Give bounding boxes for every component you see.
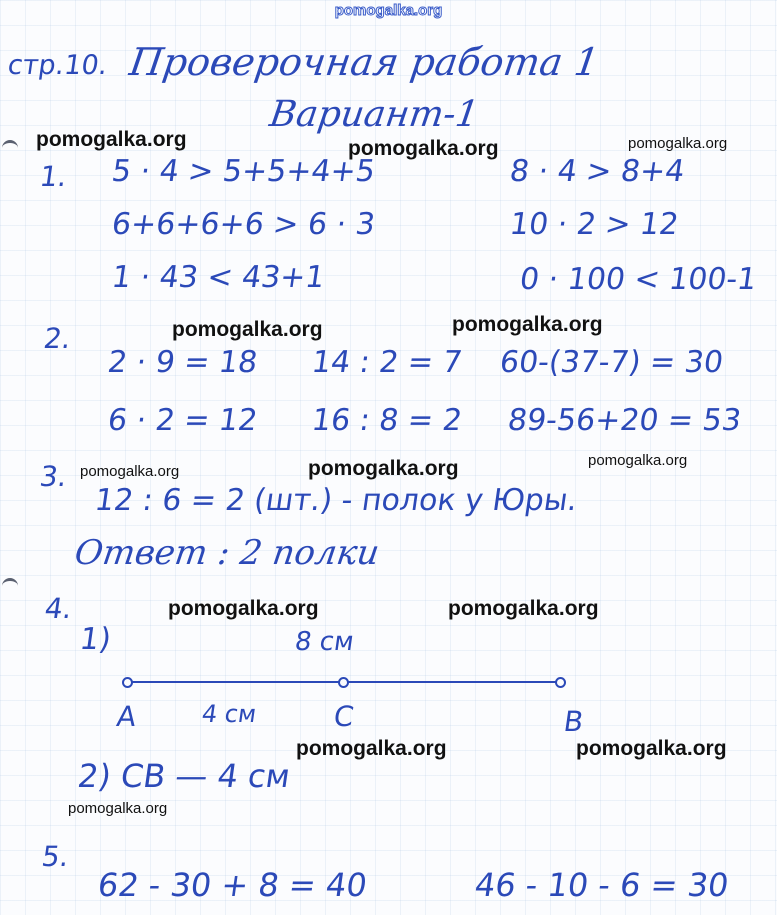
binder-hole-mark-bottom <box>2 578 18 589</box>
point-c-label: C <box>331 700 356 733</box>
task1-line-1: 5 · 4 > 5+5+4+5 <box>109 154 378 189</box>
task2-line-1: 2 · 9 = 18 <box>105 345 260 380</box>
task1-number: 1. <box>37 160 70 193</box>
task1-line-2: 8 · 4 > 8+4 <box>507 154 687 189</box>
watermark: pomogalka.org <box>348 137 499 160</box>
watermark: pomogalka.org <box>296 737 447 760</box>
watermark: pomogalka.org <box>628 135 728 152</box>
point-b-marker <box>555 677 566 688</box>
watermark: pomogalka.org <box>172 318 323 341</box>
watermark: pomogalka.org <box>452 313 603 336</box>
watermark: pomogalka.org <box>168 597 319 620</box>
watermark: pomogalka.org <box>576 737 727 760</box>
task3-number: 3. <box>37 460 70 493</box>
task2-line-4: 6 · 2 = 12 <box>105 403 260 438</box>
task2-line-2: 14 : 2 = 7 <box>309 345 465 380</box>
worksheet-title: Проверочная работа 1 <box>126 40 602 84</box>
watermark: pomogalka.org <box>308 457 459 480</box>
task4-part1-label: 1) <box>77 622 114 657</box>
task1-line-6: 0 · 100 < 100-1 <box>517 262 759 297</box>
watermark: pomogalka.org <box>588 452 688 469</box>
point-b-label: B <box>561 705 586 738</box>
segment-total-length: 8 см <box>292 627 356 657</box>
watermark: pomogalka.org <box>80 463 180 480</box>
page-reference: стр.10. <box>5 50 110 81</box>
task5-line-2: 46 - 10 - 6 = 30 <box>472 866 732 904</box>
watermark-top: pomogalka.org <box>334 2 443 19</box>
task2-line-3: 60-(37-7) = 30 <box>497 345 726 380</box>
task2-number: 2. <box>41 322 74 355</box>
task3-answer: Ответ : 2 полки <box>72 533 382 573</box>
task1-line-4: 10 · 2 > 12 <box>507 207 681 242</box>
task3-solution: 12 : 6 = 2 (шт.) - полок у Юры. <box>92 483 580 518</box>
task4-number: 4. <box>42 592 75 625</box>
task2-line-6: 89-56+20 = 53 <box>505 403 744 438</box>
watermark: pomogalka.org <box>36 128 187 151</box>
task1-line-3: 6+6+6+6 > 6 · 3 <box>109 207 378 242</box>
binder-hole-mark-top <box>2 140 18 151</box>
task4-part2: 2) CB — 4 см <box>75 757 293 795</box>
segment-ac-length: 4 см <box>200 700 259 728</box>
watermark: pomogalka.org <box>448 597 599 620</box>
variant-title: Вариант-1 <box>267 94 482 135</box>
task1-line-5: 1 · 43 < 43+1 <box>109 260 327 295</box>
point-c-marker <box>338 677 349 688</box>
point-a-label: A <box>114 700 139 733</box>
point-a-marker <box>122 677 133 688</box>
task2-line-5: 16 : 8 = 2 <box>309 403 465 438</box>
task5-number: 5. <box>39 840 72 873</box>
task5-line-1: 62 - 30 + 8 = 40 <box>95 866 370 904</box>
watermark: pomogalka.org <box>68 800 168 817</box>
